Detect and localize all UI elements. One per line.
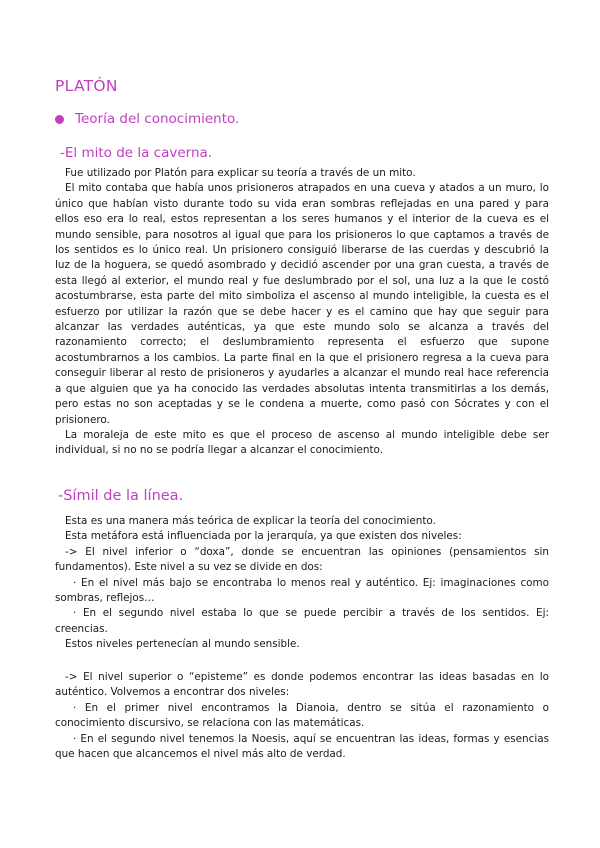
section-body-linea-continued [55, 670, 549, 762]
topic-heading: Teoría del conocimiento. [75, 111, 240, 127]
section-body-caverna [55, 166, 549, 459]
page-title: PLATÓN [55, 77, 118, 95]
topic-bullet [55, 111, 239, 127]
paragraph: -> El nivel inferior o “doxa”, donde se encuentran las opiniones (pensamientos sin fundamentos). Este nivel a su vez se divide en dos: [55, 545, 549, 574]
paragraph: · En el segundo nivel tenemos la Noesis, aquí se encuentran las ideas, formas y esencias que hacen que alcancemos el nivel más alto de verdad. [55, 732, 549, 761]
paragraph: · En el nivel más bajo se encontraba lo menos real y auténtico. Ej: imaginaciones como sombras, reflejos… [55, 576, 549, 605]
paragraph: · En el primer nivel encontramos la Dianoia, dentro se sitúa el razonamiento o conocimiento discursivo, se relaciona con las matemáticas. [55, 701, 549, 730]
paragraph: Esta metáfora está influenciada por la jerarquía, ya que existen dos niveles: [65, 530, 462, 543]
paragraph: El mito contaba que había unos prisioneros atrapados en una cueva y atados a un muro, lo único que habían visto durante todo su vida eran sombras reflejadas en una pared y para ellos eso era lo real, estos representan a los seres humanos y el interior de la cueva es el mundo sensible, para nosotros al igual que para los prisioneros lo que captamos a través de los sentidos es lo único real. Un prisionero consiguió liberarse de las cuerdas y descubrió la luz de la hoguera, se quedó asombrado y decidió ascender por una gran cuesta, a través de esta llegó al exterior, el mundo real y fue deslumbrado por el sol, una luz a la que le costó acostumbrarse, esta parte del mito simboliza el ascenso al mundo inteligible, la cuesta es el esfuerzo por utilizar la razón que se debe hacer y es el camino que hay que seguir para alcanzar las verdades auténticas, ya que este mundo solo se alcanza a través del razonamiento correcto; el deslumbramiento representa el esfuerzo que supone acostumbrarnos a los cambios. La parte final en la que el prisionero regresa a la cueva para conseguir liberar al resto de prisioneros y ayudarles a alcanzar el mundo real hace referencia a que alguien que ya ha conocido las verdades absolutas intenta transmitirlas a los demás, pero estas no son aceptadas y se le condena a muerte, como pasó con Sócrates y con el prisionero. [55, 182, 549, 426]
section-heading-caverna: -El mito de la caverna. [60, 145, 213, 161]
paragraph: · En el segundo nivel estaba lo que se puede percibir a través de los sentidos. Ej: creencias. [55, 607, 549, 635]
bullet-dot-icon [55, 115, 64, 124]
paragraph: Fue utilizado por Platón para explicar su teoría a través de un mito. [65, 167, 416, 179]
paragraph: Estos niveles pertenecían al mundo sensible. [65, 638, 300, 651]
section-heading-linea: -Símil de la línea. [58, 488, 184, 504]
paragraph: La moraleja de este mito es que el proceso de ascenso al mundo inteligible debe ser individual, si no no se podría llegar a alcanzar el conocimiento. [55, 428, 549, 457]
section-body-linea [55, 514, 549, 653]
paragraph: Esta es una manera más teórica de explicar la teoría del conocimiento. [65, 515, 436, 527]
paragraph: -> El nivel superior o “episteme” es donde podemos encontrar las ideas basadas en lo auténtico. Volvemos a encontrar dos niveles: [55, 671, 549, 699]
